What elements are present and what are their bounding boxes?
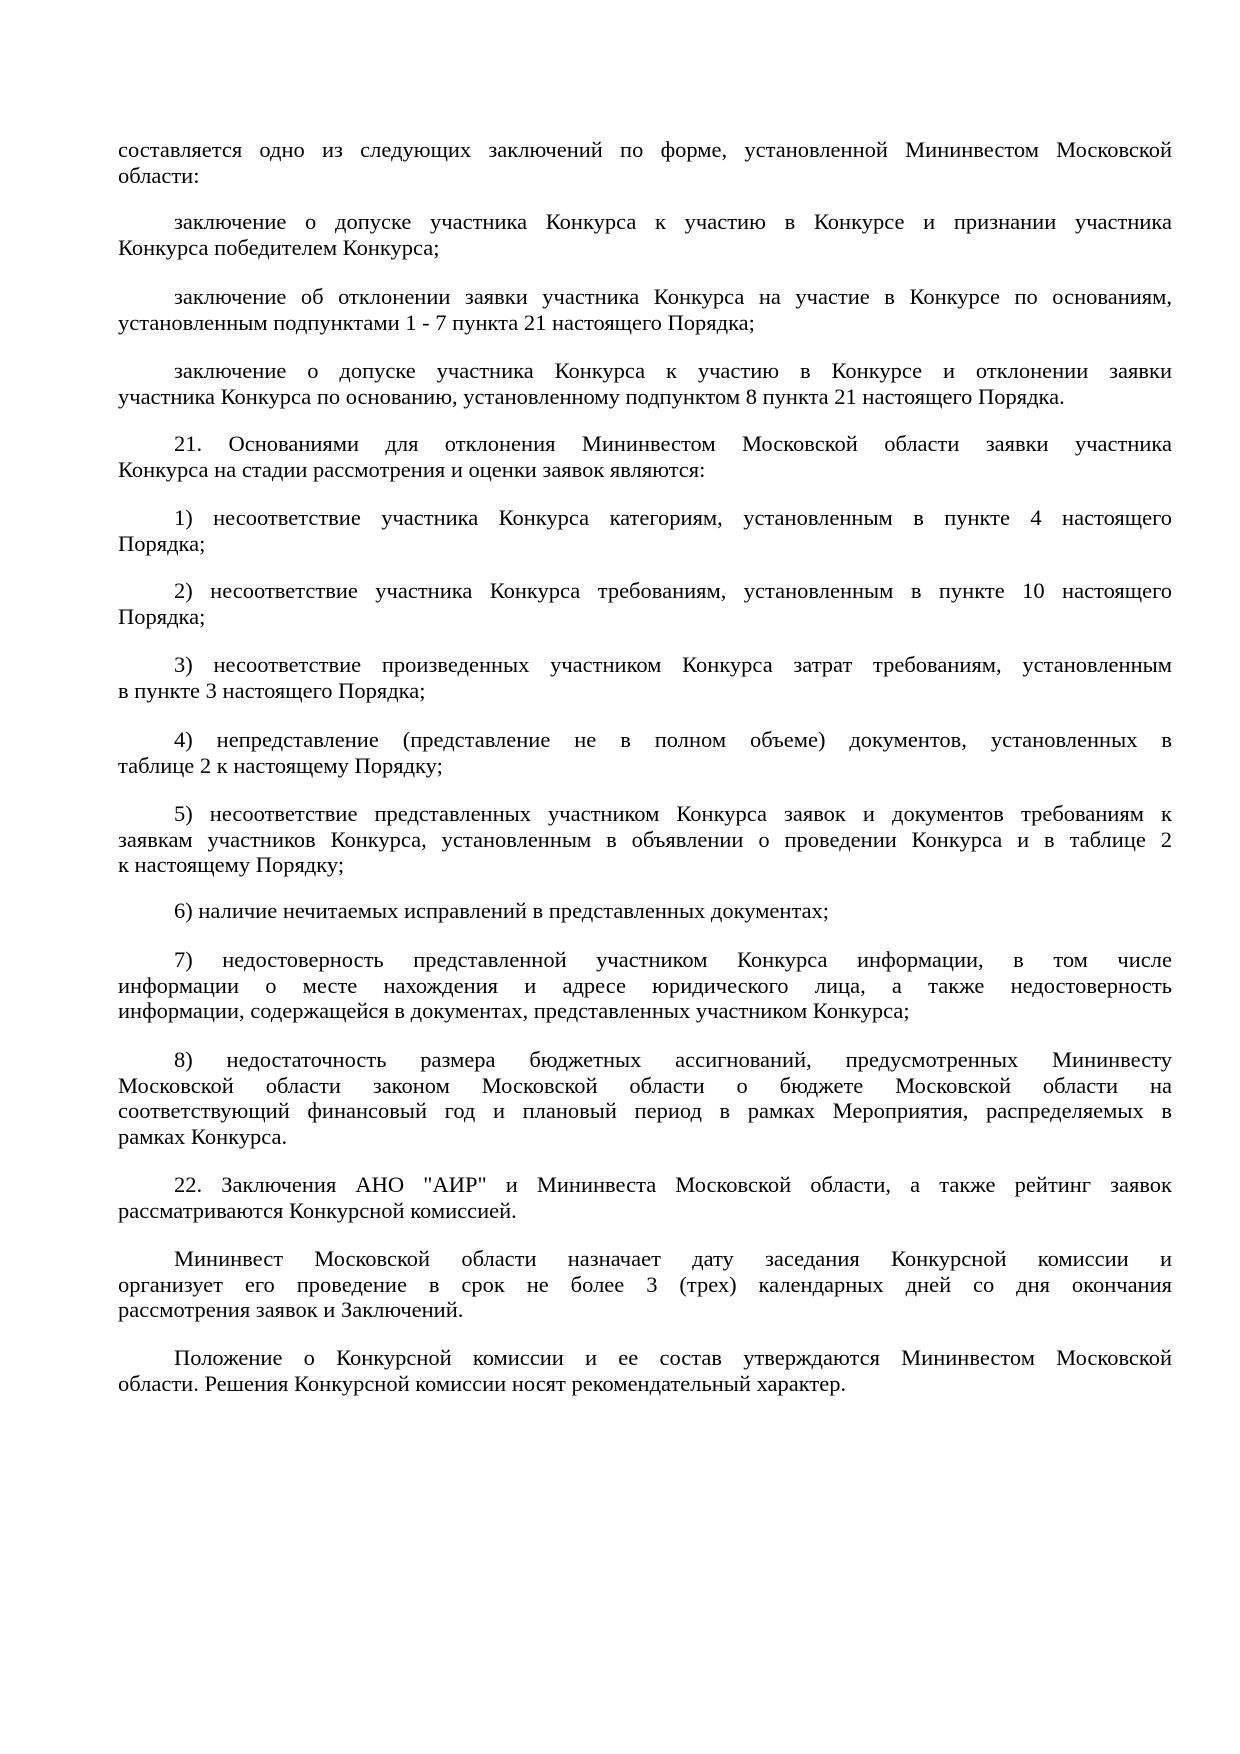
text-line: 7) недостоверность представленной участником Конкурса информации, в том числе: [174, 947, 1172, 972]
text-line: к настоящему Порядку;: [118, 852, 345, 877]
paragraph: [118, 727, 1172, 778]
paragraph: [118, 1345, 1172, 1396]
text-line: рассматриваются Конкурсной комиссией.: [118, 1197, 517, 1223]
text-line: 1) несоответствие участника Конкурса категориям, установленным в пункте 4 настоящего: [174, 505, 1172, 530]
text-line: заявкам участников Конкурса, установленным в объявлении о проведении Конкурса и в таблице 2: [118, 826, 1172, 852]
text-line: заключение об отклонении заявки участника Конкурса на участие в Конкурсе по основаниям,: [174, 284, 1172, 309]
text-line: 22. Заключения АНО "АИР" и Мининвеста Московской области, а также рейтинг заявок: [174, 1172, 1172, 1197]
text-line: Московской области законом Московской области о бюджете Московской области на: [118, 1072, 1172, 1098]
text-line: установленным подпунктами 1 - 7 пункта 21 настоящего Порядка;: [118, 309, 755, 335]
text-line: в пункте 3 настоящего Порядка;: [118, 677, 426, 703]
text-line: заключение о допуске участника Конкурса к участию в Конкурсе и признании участника: [174, 209, 1172, 234]
paragraph: [118, 1047, 1172, 1149]
text-line: 8) недостаточность размера бюджетных ассигнований, предусмотренных Мининвесту: [174, 1047, 1172, 1072]
text-line: 5) несоответствие представленных участником Конкурса заявок и документов требованиям к: [174, 801, 1172, 826]
paragraph: [118, 947, 1172, 1024]
paragraph: [118, 137, 1172, 188]
text-line: информации о месте нахождения и адресе юридического лица, а также недостоверность: [118, 972, 1172, 998]
paragraph: [118, 431, 1172, 482]
text-line: рамках Конкурса.: [118, 1123, 288, 1149]
text-line: 3) несоответствие произведенных участником Конкурса затрат требованиям, установленным: [174, 652, 1172, 677]
text-line: организует его проведение в срок не более 3 (трех) календарных дней со дня окончания: [118, 1271, 1172, 1297]
text-line: Конкурса на стадии рассмотрения и оценки заявок являются:: [118, 456, 706, 482]
text-line: 4) непредставление (представление не в полном объеме) документов, установленных в: [174, 727, 1172, 752]
text-line: 2) несоответствие участника Конкурса требованиям, установленным в пункте 10 настоящего: [174, 578, 1172, 603]
paragraph: [118, 578, 1172, 629]
text-line: области. Решения Конкурсной комиссии носят рекомендательный характер.: [118, 1370, 847, 1396]
paragraph: [118, 505, 1172, 556]
text-line: 6) наличие нечитаемых исправлений в представленных документах;: [174, 898, 830, 923]
text-line: 21. Основаниями для отклонения Мининвестом Московской области заявки участника: [174, 431, 1172, 456]
paragraph: [118, 801, 1172, 878]
paragraph: [118, 1172, 1172, 1223]
paragraph: [118, 898, 1172, 924]
text-line: Мининвест Московской области назначает дату заседания Конкурсной комиссии и: [174, 1246, 1172, 1271]
text-line: участника Конкурса по основанию, установленному подпунктом 8 пункта 21 настоящего Порядка.: [118, 383, 1065, 409]
text-line: Положение о Конкурсной комиссии и ее состав утверждаются Мининвестом Московской: [174, 1345, 1172, 1370]
paragraph: [118, 284, 1172, 335]
paragraph: [118, 652, 1172, 703]
text-line: Конкурса победителем Конкурса;: [118, 234, 440, 260]
text-line: рассмотрения заявок и Заключений.: [118, 1297, 464, 1322]
paragraph: [118, 209, 1172, 260]
paragraph: [118, 358, 1172, 409]
text-line: составляется одно из следующих заключений по форме, установленной Мининвестом Московской: [118, 137, 1172, 162]
text-line: Порядка;: [118, 603, 206, 629]
text-line: Порядка;: [118, 530, 206, 556]
text-line: таблице 2 к настоящему Порядку;: [118, 752, 443, 778]
text-line: информации, содержащейся в документах, представленных участником Конкурса;: [118, 998, 910, 1023]
paragraph: [118, 1246, 1172, 1323]
text-line: соответствующий финансовый год и плановый период в рамках Мероприятия, распределяемых в: [118, 1098, 1172, 1123]
text-line: области:: [118, 162, 200, 188]
text-line: заключение о допуске участника Конкурса к участию в Конкурсе и отклонении заявки: [174, 358, 1172, 383]
